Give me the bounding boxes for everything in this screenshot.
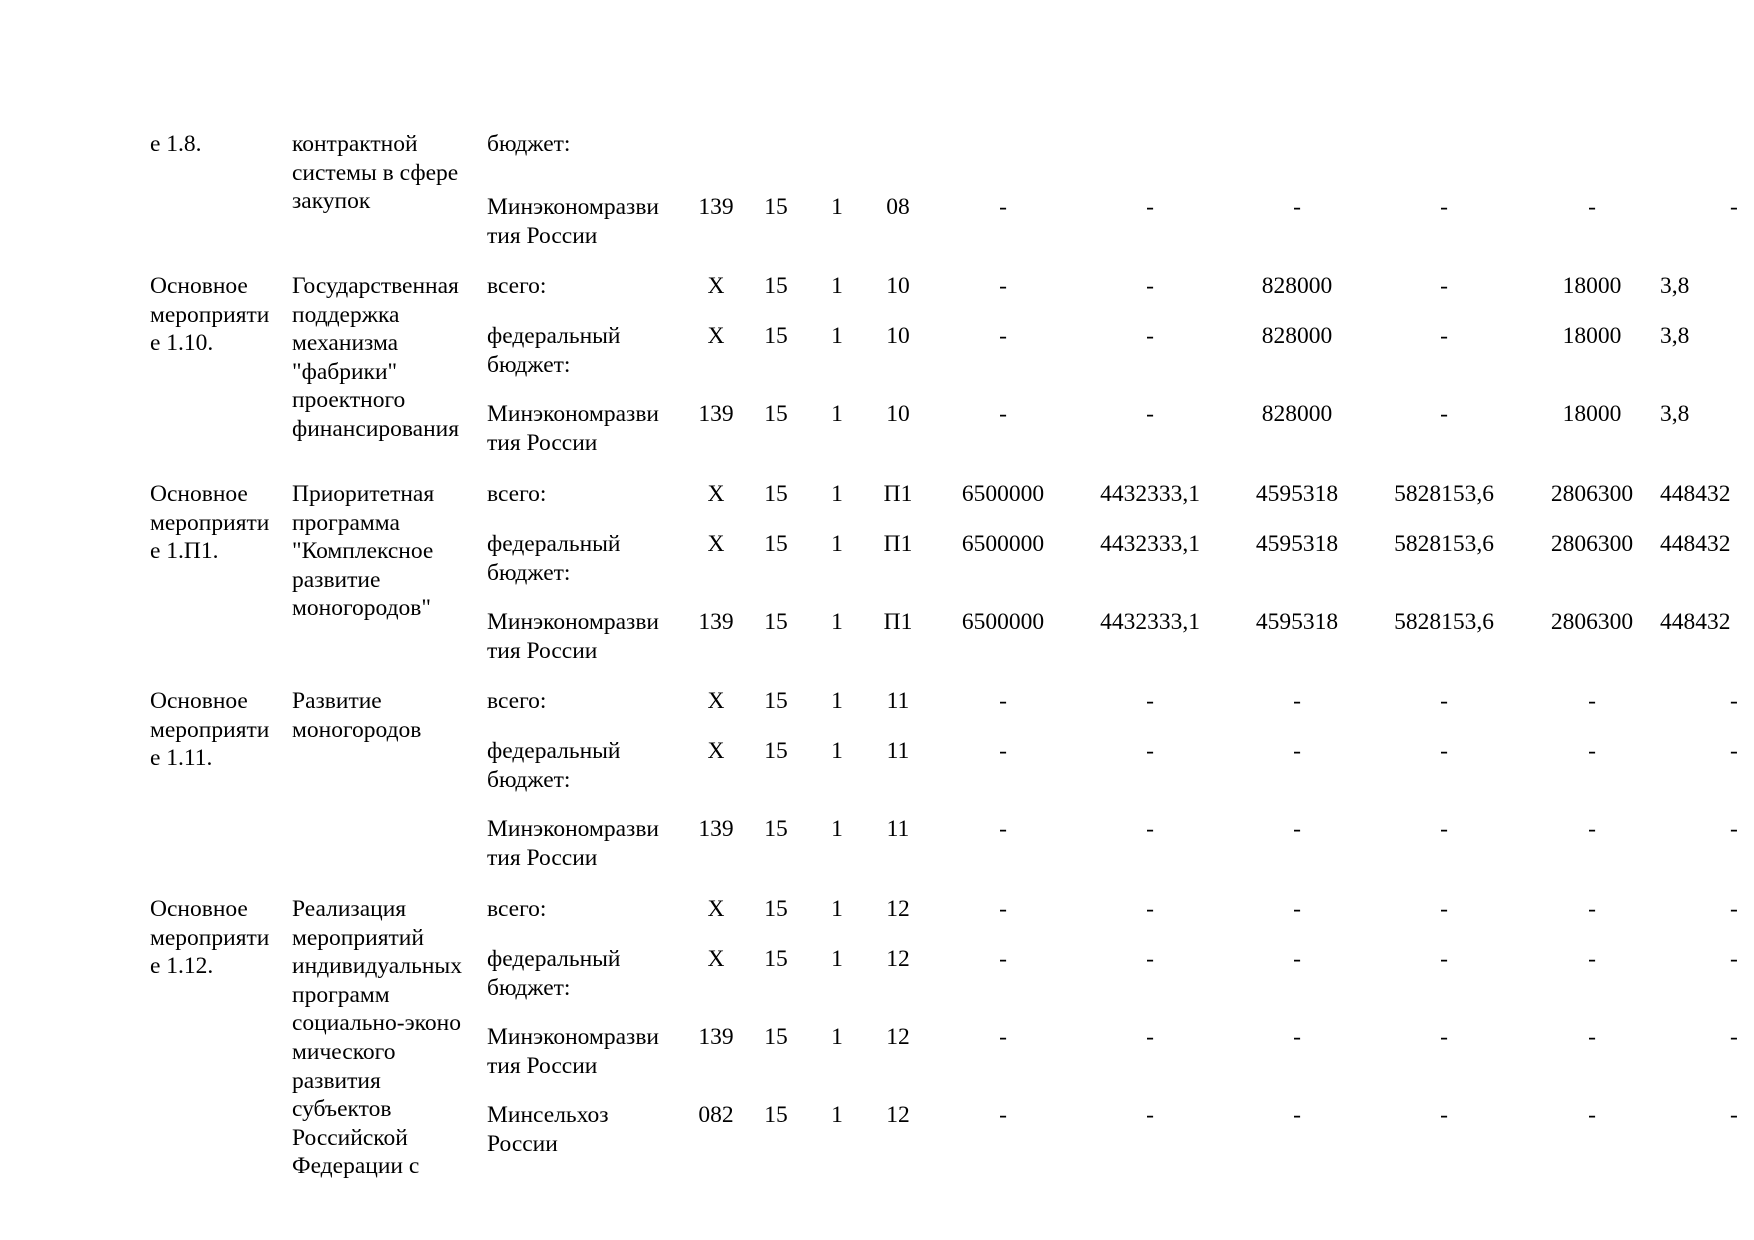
table-cell-value: 1 <box>831 1102 843 1128</box>
table-cell-value: Х <box>707 481 725 507</box>
table-cell-value: - <box>1293 1102 1301 1128</box>
table-cell-value: - <box>1440 273 1448 299</box>
table-cell-value: 12 <box>886 946 910 972</box>
table-cell-value: 448432 <box>1660 609 1731 635</box>
table-cell-value: 1 <box>831 194 843 220</box>
table-cell-value: - <box>1588 688 1596 714</box>
table-cell-value: 2806300 <box>1550 609 1634 635</box>
table-cell-value: 1 <box>831 688 843 714</box>
table-cell-value: 12 <box>886 1024 910 1050</box>
table-cell-value: - <box>1588 738 1596 764</box>
table-cell-value: Х <box>707 688 725 714</box>
funding-source: всего: <box>487 481 547 507</box>
table-cell-value: 11 <box>886 688 910 714</box>
table-cell-value: - <box>1588 816 1596 842</box>
funding-source: всего: <box>487 688 547 714</box>
table-cell-value: - <box>999 946 1007 972</box>
table-cell-value: - <box>1146 816 1154 842</box>
funding-source: Минэкономразви тия России <box>487 1024 659 1079</box>
table-cell-value: - <box>1588 1102 1596 1128</box>
table-cell-value: Х <box>707 273 725 299</box>
table-cell-value: Х <box>707 323 725 349</box>
table-cell-value: 1 <box>831 946 843 972</box>
table-cell-value: - <box>1440 738 1448 764</box>
table-cell-value: 18000 <box>1562 323 1622 349</box>
table-cell-value: - <box>999 194 1007 220</box>
table-cell-value: 139 <box>698 609 734 635</box>
table-cell-value: 5828153,6 <box>1394 609 1494 635</box>
table-cell-value: 15 <box>764 1102 788 1128</box>
table-cell-value: - <box>1146 738 1154 764</box>
table-cell-value: - <box>1146 1102 1154 1128</box>
table-cell-value: - <box>1730 1102 1738 1128</box>
funding-source: Минэкономразви тия России <box>487 194 659 249</box>
table-cell-value: - <box>1146 194 1154 220</box>
table-cell-value: 12 <box>886 896 910 922</box>
table-cell-value: 1 <box>831 1024 843 1050</box>
table-cell-value: 11 <box>886 816 910 842</box>
table-cell-value: - <box>1588 946 1596 972</box>
table-cell-value: 082 <box>698 1102 734 1128</box>
table-cell-value: 139 <box>698 1024 734 1050</box>
table-cell-value: 5828153,6 <box>1394 481 1494 507</box>
table-cell-value: 10 <box>886 323 910 349</box>
table-cell-value: 15 <box>764 738 788 764</box>
table-cell-value: 1 <box>831 323 843 349</box>
table-cell-value: - <box>1588 1024 1596 1050</box>
table-cell-value: 15 <box>764 1024 788 1050</box>
table-cell-value: 12 <box>886 1102 910 1128</box>
table-cell-value: - <box>1440 323 1448 349</box>
table-cell-value: - <box>1440 401 1448 427</box>
table-cell-value: - <box>1293 946 1301 972</box>
table-cell-value: 11 <box>886 738 910 764</box>
table-cell-value: П1 <box>883 609 913 635</box>
table-cell-value: 6500000 <box>961 531 1045 557</box>
table-cell-value: 448432 <box>1660 531 1731 557</box>
funding-source: федеральный бюджет: <box>487 946 621 1001</box>
table-cell-value: - <box>1146 323 1154 349</box>
funding-source: всего: <box>487 273 547 299</box>
table-cell-value: 1 <box>831 896 843 922</box>
table-cell-value: - <box>1440 1102 1448 1128</box>
table-cell-value: П1 <box>883 481 913 507</box>
table-cell-value: - <box>999 1024 1007 1050</box>
table-cell-value: - <box>999 816 1007 842</box>
table-cell-value: 1 <box>831 816 843 842</box>
table-cell-value: 15 <box>764 323 788 349</box>
measure-code: Основное мероприяти е 1.10. <box>150 273 270 357</box>
funding-source: всего: <box>487 896 547 922</box>
table-cell-value: 3,8 <box>1660 401 1690 427</box>
funding-source: Минсельхоз России <box>487 1102 609 1157</box>
funding-source: Минэкономразви тия России <box>487 609 659 664</box>
table-cell-value: 5828153,6 <box>1394 531 1494 557</box>
table-cell-value: - <box>1588 896 1596 922</box>
funding-source: Минэкономразви тия России <box>487 816 659 871</box>
table-cell-value: 139 <box>698 401 734 427</box>
table-cell-value: - <box>1146 273 1154 299</box>
table-cell-value: - <box>1146 401 1154 427</box>
table-cell-value: - <box>1440 1024 1448 1050</box>
table-cell-value: - <box>1440 946 1448 972</box>
table-cell-value: 15 <box>764 946 788 972</box>
table-cell-value: 18000 <box>1562 401 1622 427</box>
table-cell-value: - <box>999 1102 1007 1128</box>
table-cell-value: Х <box>707 531 725 557</box>
table-cell-value: 15 <box>764 531 788 557</box>
table-cell-value: - <box>999 738 1007 764</box>
table-cell-value: - <box>1730 194 1738 220</box>
measure-code: Основное мероприяти е 1.П1. <box>150 481 270 565</box>
measure-title: Государственная поддержка механизма "фабрики" проектного финансирования <box>292 273 460 442</box>
table-cell-value: - <box>1293 816 1301 842</box>
table-cell-value: 3,8 <box>1660 273 1690 299</box>
table-cell-value: 828000 <box>1261 323 1333 349</box>
table-cell-value: - <box>1730 1024 1738 1050</box>
table-cell-value: 15 <box>764 481 788 507</box>
table-cell-value: 2806300 <box>1550 481 1634 507</box>
measure-title: Реализация мероприятий индивидуальных программ социально-эконо мического развития субъектов Российской Федерации с <box>292 896 462 1180</box>
table-cell-value: 4595318 <box>1255 531 1339 557</box>
table-cell-value: 18000 <box>1562 273 1622 299</box>
funding-source: федеральный бюджет: <box>487 738 621 793</box>
table-cell-value: - <box>1293 896 1301 922</box>
table-cell-value: 1 <box>831 401 843 427</box>
table-cell-value: 4432333,1 <box>1100 531 1200 557</box>
funding-source: федеральный бюджет: <box>487 323 621 378</box>
table-cell-value: 15 <box>764 194 788 220</box>
table-cell-value: Х <box>707 738 725 764</box>
measure-code: е 1.8. <box>150 131 202 157</box>
table-cell-value: 448432 <box>1660 481 1731 507</box>
table-cell-value: 1 <box>831 531 843 557</box>
table-cell-value: 139 <box>698 816 734 842</box>
table-cell-value: - <box>999 688 1007 714</box>
table-cell-value: 6500000 <box>961 481 1045 507</box>
table-cell-value: 6500000 <box>961 609 1045 635</box>
table-cell-value: 1 <box>831 738 843 764</box>
table-cell-value: 4432333,1 <box>1100 481 1200 507</box>
table-cell-value: 2806300 <box>1550 531 1634 557</box>
table-cell-value: П1 <box>883 531 913 557</box>
table-cell-value: 10 <box>886 401 910 427</box>
table-cell-value: 1 <box>831 481 843 507</box>
table-cell-value: 1 <box>831 273 843 299</box>
funding-source: федеральный бюджет: <box>487 531 621 586</box>
table-cell-value: - <box>1730 946 1738 972</box>
table-cell-value: - <box>1588 194 1596 220</box>
table-cell-value: 1 <box>831 609 843 635</box>
table-cell-value: - <box>1730 816 1738 842</box>
table-cell-value: - <box>1440 896 1448 922</box>
table-cell-value: - <box>1440 816 1448 842</box>
table-cell-value: - <box>1146 688 1154 714</box>
table-cell-value: - <box>1440 688 1448 714</box>
table-cell-value: - <box>999 323 1007 349</box>
table-cell-value: 15 <box>764 401 788 427</box>
table-cell-value: - <box>1146 896 1154 922</box>
table-cell-value: 15 <box>764 688 788 714</box>
table-cell-value: - <box>1730 896 1738 922</box>
table-cell-value: - <box>1146 1024 1154 1050</box>
table-cell-value: 10 <box>886 273 910 299</box>
measure-title: контрактной системы в сфере закупок <box>292 131 459 215</box>
table-cell-value: - <box>1293 1024 1301 1050</box>
table-cell-value: 15 <box>764 273 788 299</box>
table-cell-value: Х <box>707 896 725 922</box>
table-cell-value: 15 <box>764 816 788 842</box>
table-cell-value: - <box>1293 688 1301 714</box>
table-cell-value: - <box>1146 946 1154 972</box>
table-cell-value: - <box>1293 194 1301 220</box>
table-cell-value: - <box>1730 688 1738 714</box>
measure-title: Развитие моногородов <box>292 688 422 743</box>
table-cell-value: 828000 <box>1261 273 1333 299</box>
table-cell-value: - <box>1293 738 1301 764</box>
funding-source: Минэкономразви тия России <box>487 401 659 456</box>
table-cell-value: 3,8 <box>1660 323 1690 349</box>
funding-source: бюджет: <box>487 131 571 157</box>
table-cell-value: - <box>999 273 1007 299</box>
table-cell-value: 139 <box>698 194 734 220</box>
table-cell-value: 4595318 <box>1255 609 1339 635</box>
table-cell-value: - <box>1730 738 1738 764</box>
table-cell-value: 828000 <box>1261 401 1333 427</box>
table-cell-value: 15 <box>764 896 788 922</box>
table-cell-value: 15 <box>764 609 788 635</box>
table-cell-value: 08 <box>886 194 910 220</box>
table-cell-value: Х <box>707 946 725 972</box>
measure-code: Основное мероприяти е 1.12. <box>150 896 270 980</box>
measure-code: Основное мероприяти е 1.11. <box>150 688 270 772</box>
table-cell-value: - <box>1440 194 1448 220</box>
table-cell-value: 4595318 <box>1255 481 1339 507</box>
table-cell-value: - <box>999 401 1007 427</box>
table-cell-value: 4432333,1 <box>1100 609 1200 635</box>
table-cell-value: - <box>999 896 1007 922</box>
measure-title: Приоритетная программа "Комплексное развитие моногородов" <box>292 481 435 622</box>
